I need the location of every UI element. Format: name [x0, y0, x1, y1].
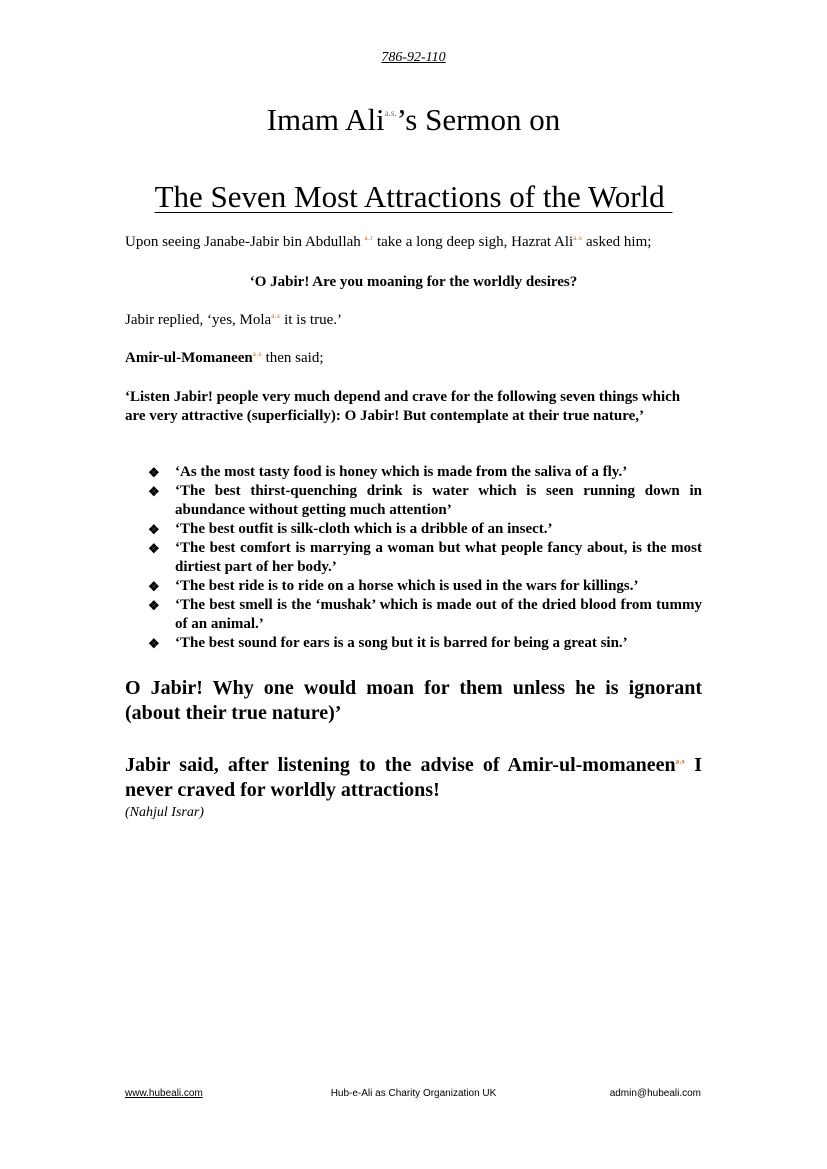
- attractions-list: [148, 463, 702, 653]
- diamond-bullet-icon: ❖: [148, 484, 160, 499]
- intro-part1: Upon seeing Janabe-Jabir bin Abdullah: [125, 234, 361, 250]
- question-line: ‘O Jabir! Are you moaning for the worldly desires?: [249, 274, 578, 290]
- list-item: ❖ ‘The best ride is to ride on a horse which is used in the wars for killings.’: [148, 578, 639, 594]
- list-item: ❖ ‘As the most tasty food is honey which is made from the saliva of a fly.’: [148, 464, 628, 480]
- diamond-bullet-icon: ❖: [148, 636, 160, 651]
- diamond-bullet-icon: ❖: [148, 579, 160, 594]
- intro-part2: take a long deep sigh, Hazrat Ali: [373, 234, 574, 250]
- diamond-bullet-icon: ❖: [148, 598, 160, 613]
- list-item: ❖ ‘The best thirst-quenching drink is water which is seen running down in abundance without getting much attention’: [148, 483, 702, 518]
- intro-part3: asked him;: [582, 234, 652, 250]
- page-title: [0, 101, 827, 139]
- final-part1: Jabir said, after listening to the advise of Amir-ul-momaneen: [125, 754, 676, 776]
- title-suffix: ’s Sermon on: [396, 102, 561, 137]
- subtitle-text: The Seven Most Attractions of the World: [154, 179, 665, 214]
- document-code: 786-92-110: [381, 50, 446, 65]
- amir-line: [125, 349, 702, 368]
- citation: (Nahjul Israr): [125, 805, 204, 820]
- amir-rest: then said;: [261, 350, 324, 366]
- reply-honorific: a.s: [271, 312, 281, 320]
- list-item: ❖ ‘The best comfort is marrying a woman but what people fancy about, is the most dirtiest part of her body.’: [148, 540, 702, 575]
- footer-organization: Hub-e-Ali as Charity Organization UK: [330, 1088, 497, 1099]
- title-prefix: Imam Ali: [266, 102, 385, 137]
- footer-website-link[interactable]: www.hubeali.com: [125, 1088, 203, 1099]
- reply-line: [125, 311, 702, 330]
- footer-email[interactable]: admin@hubeali.com: [609, 1088, 701, 1099]
- list-item: ❖ ‘The best outfit is silk-cloth which is a dribble of an insect.’: [148, 521, 553, 537]
- list-item: ❖ ‘The best smell is the ‘mushak’ which is made out of the dried blood from tummy of an animal.’: [148, 597, 702, 632]
- intro-paragraph: [125, 233, 702, 252]
- final-part2: I never craved for worldly attractions!: [125, 754, 702, 801]
- conclusion-paragraph: O Jabir! Why one would moan for them unless he is ignorant (about their true nature)’: [125, 677, 702, 724]
- reply-part2: it is true.’: [280, 312, 342, 328]
- diamond-bullet-icon: ❖: [148, 465, 160, 480]
- listen-paragraph: ‘Listen Jabir! people very much depend and crave for the following seven things which are very attractive (superficially): O Jabir! But contemplate at their true nature,’: [125, 389, 681, 424]
- reply-part1: Jabir replied, ‘yes, Mola: [125, 312, 272, 328]
- intro-honorific-2: a.s: [573, 234, 583, 242]
- diamond-bullet-icon: ❖: [148, 522, 160, 537]
- amir-name: Amir-ul-Momaneen: [125, 350, 253, 366]
- intro-honorific-1: a.r: [364, 234, 374, 242]
- list-item: ❖ ‘The best sound for ears is a song but it is barred for being a great sin.’: [148, 635, 628, 651]
- final-honorific: a.s: [675, 757, 686, 766]
- final-paragraph: [125, 753, 702, 803]
- title-honorific: a.s.: [384, 108, 397, 118]
- amir-honorific: a.s: [252, 350, 262, 358]
- diamond-bullet-icon: ❖: [148, 541, 160, 556]
- page-subtitle: [0, 177, 827, 217]
